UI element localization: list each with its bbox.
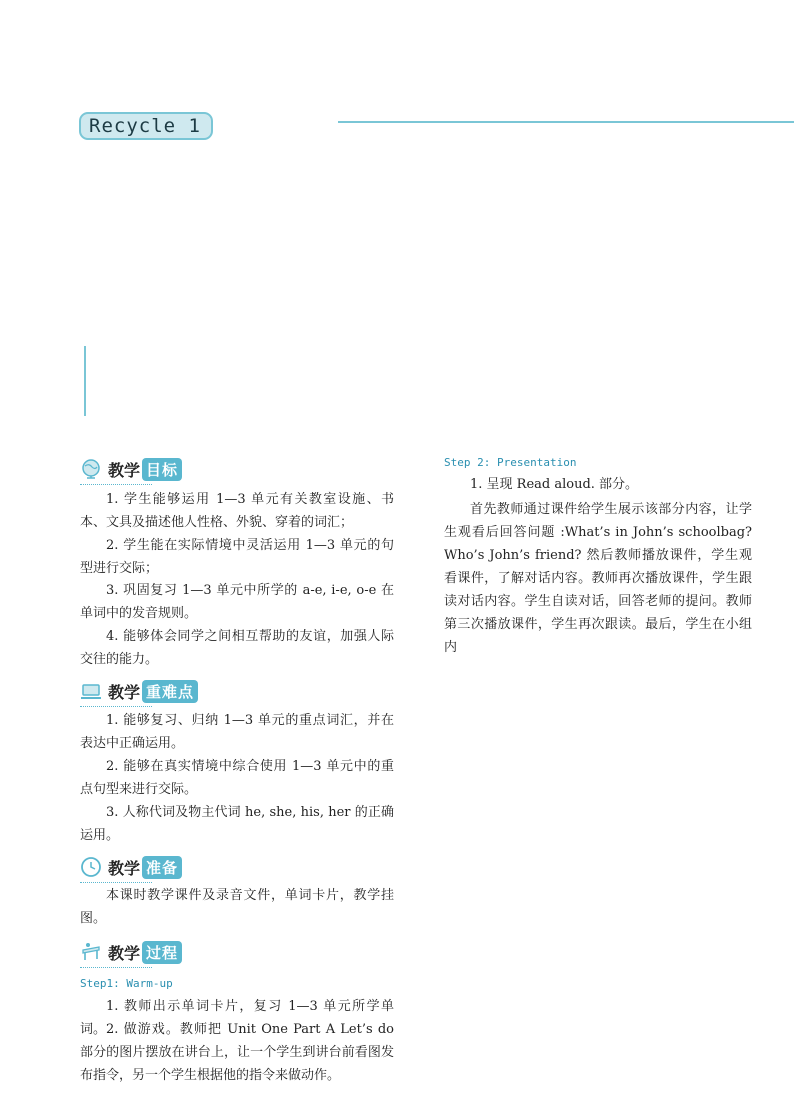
unit-title: Recycle 1 [89,115,201,137]
step-title: Step1: Warm-up [80,977,173,990]
right-paragraph: 首先教师通过课件给学生展示该部分内容，让学生观看后回答问题 :What’s in John’s schoolbag? Who’s John’s friend? 然后教师播放课件，学生观看课件，了解对话内容。教师再次播放课件，学生跟读对话内容。学生自读对话，回答老师的提问。教师第三次播放课件，学生再次跟读。最后，学生在小组内 [444,502,752,655]
heading-accent: 准备 [142,856,182,879]
process-item: 1. 教师出示单词卡片，复习 1—3 单元所学单词。 [80,999,394,1037]
heading-accent: 重难点 [142,680,198,703]
goal-item: 3. 巩固复习 1—3 单元中所学的 a-e, i-e, o-e 在单词中的发音规则。 [80,583,394,621]
process-item: 2. 做游戏。教师把 Unit One Part A Let’s do 部分的图片摆放在讲台上，让一个学生到讲台前看图发布指令，另一个学生根据他的指令来做动作。 [80,1022,394,1083]
laptop-icon [80,680,102,702]
vertical-rule [84,346,86,416]
heading-accent: 过程 [142,941,182,964]
prep-text: 本课时教学课件及录音文件，单词卡片，教学挂图。 [80,888,394,926]
heading-underline [80,967,152,968]
heading-underline [80,882,152,883]
section-heading-prep [80,853,182,881]
heading-text: 教学 [108,858,141,878]
section-heading-keypoints [80,677,198,705]
goal-item: 2. 学生能在实际情境中灵活运用 1—3 单元的句型进行交际； [80,538,394,576]
keypoint-item: 2. 能够在真实情境中综合使用 1—3 单元中的重点句型来进行交际。 [80,759,394,797]
heading-underline [80,484,152,485]
keypoint-item: 1. 能够复习、归纳 1—3 单元的重点词汇，并在表达中正确运用。 [80,713,394,751]
desk-icon [80,941,102,963]
goal-item: 4. 能够体会同学之间相互帮助的友谊，加强人际交往的能力。 [80,629,394,667]
step-title: Step 2: Presentation [444,456,577,469]
keypoint-item: 3. 人称代词及物主代词 he, she, his, her 的正确运用。 [80,805,394,843]
header-rule [338,121,794,123]
heading-text: 教学 [108,460,141,480]
clock-icon [80,856,102,878]
unit-title-tab [79,112,213,140]
section-heading-process [80,938,182,966]
globe-icon [80,458,102,480]
heading-underline [80,706,152,707]
heading-accent: 目标 [142,458,182,481]
heading-text: 教学 [108,943,141,963]
right-item: 1. 呈现 Read aloud. 部分。 [470,477,639,492]
section-heading-goals [80,455,182,483]
heading-text: 教学 [108,682,141,702]
goal-item: 1. 学生能够运用 1—3 单元有关教室设施、书本、文具及描述他人性格、外貌、穿着的词汇； [80,492,394,530]
